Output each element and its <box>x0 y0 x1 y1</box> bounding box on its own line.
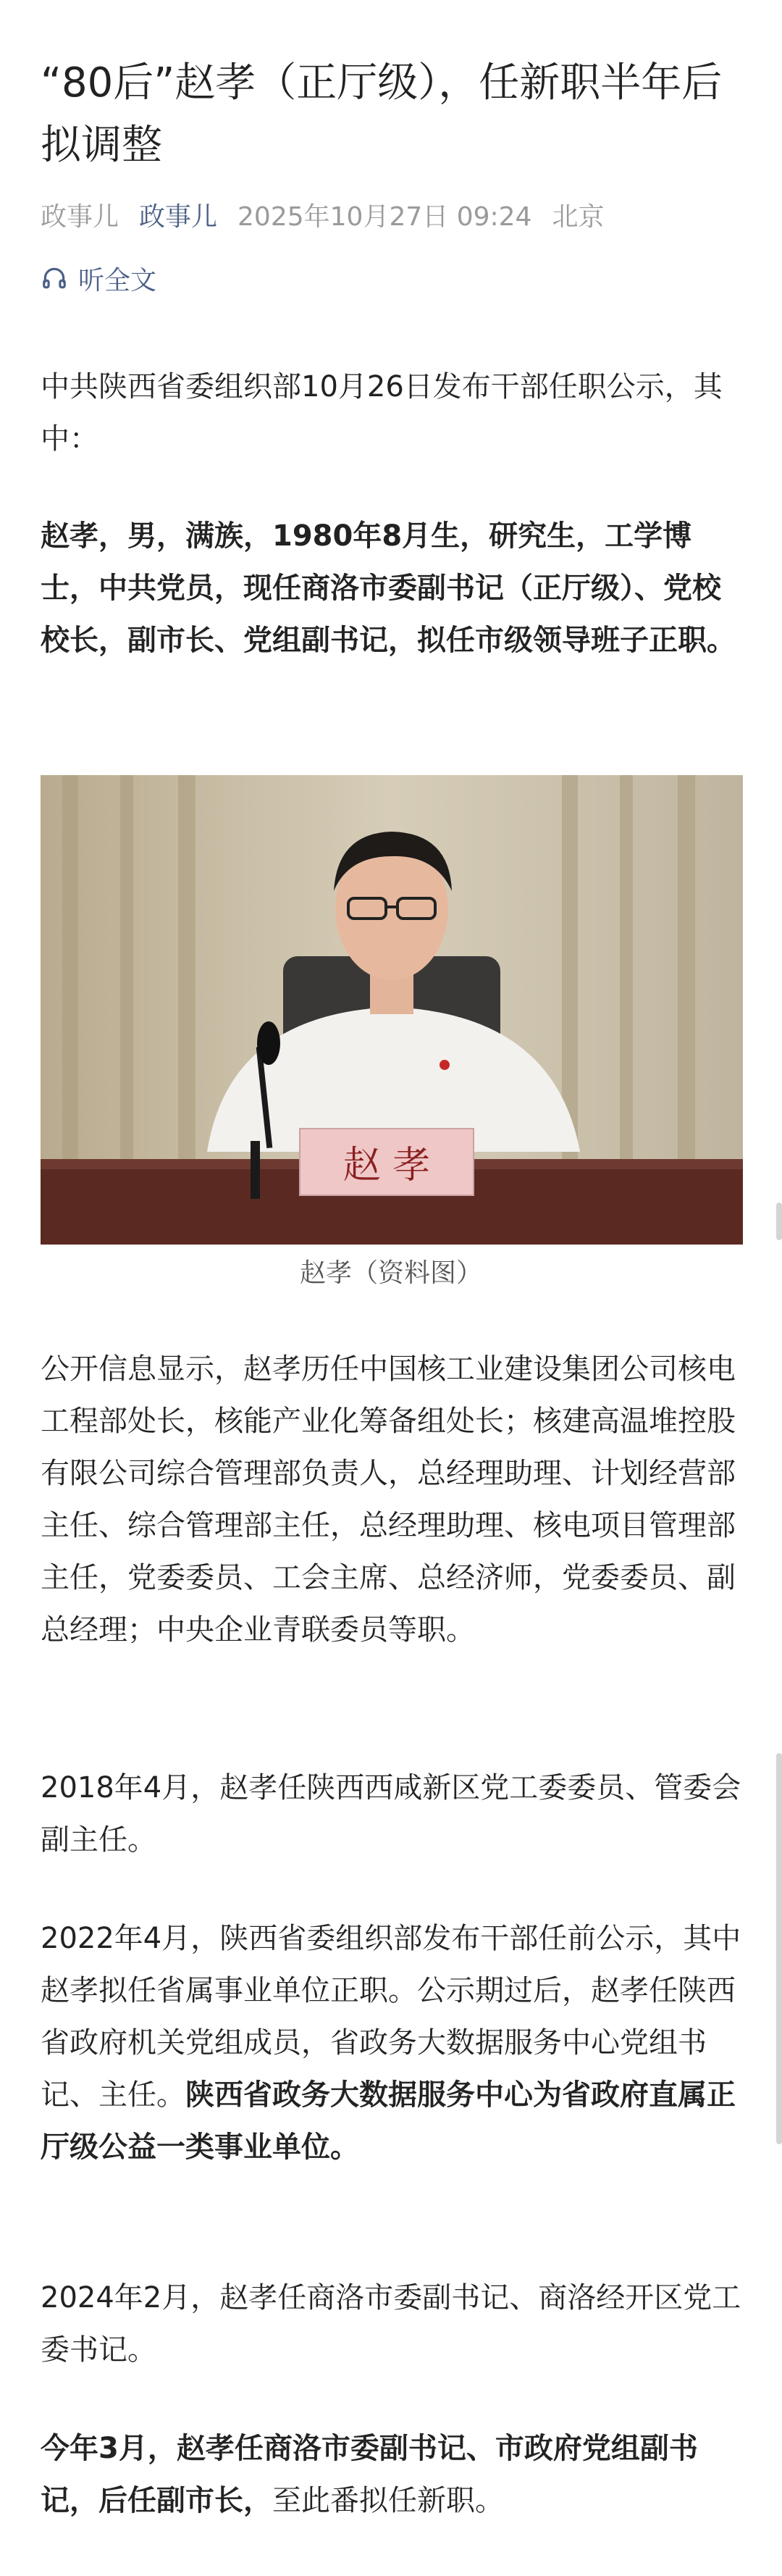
listen-button[interactable] <box>41 258 156 298</box>
publish-date: 2025年10月27日 09:24 <box>237 202 532 232</box>
article-photo[interactable] <box>41 775 743 1245</box>
headphones-icon <box>41 264 68 292</box>
scroll-mark-lower <box>776 1753 782 2144</box>
paragraph-2: 赵孝，男，满族，1980年8月生，研究生，工学博士，中共党员，现任商洛市委副书记（正厅级）、党校校长，副市长、党组副书记，拟任市级领导班子正职。 <box>41 519 736 657</box>
article-source: 政事儿 <box>41 202 119 232</box>
photo-illustration <box>41 775 743 1245</box>
paragraph-3: 公开信息显示，赵孝历任中国核工业建设集团公司核电工程部处长，核能产业化筹备组处长；核建高温堆控股有限公司综合管理部负责人，总经理助理、计划经营部主任、综合管理部主任，总经理助理、核电项目管理部主任，党委委员、工会主席、总经济师，党委委员、副总经理；中央企业青联委员等职。 <box>41 1352 736 1647</box>
paragraph-4: 2018年4月，赵孝任陕西西咸新区党工委委员、管委会副主任。 <box>41 1771 741 1857</box>
photo-caption: 赵孝（资料图） <box>299 1258 482 1288</box>
article-title: “80后”赵孝（正厅级），任新职半年后拟调整 <box>41 59 723 169</box>
publish-location: 北京 <box>552 202 605 232</box>
paragraph-7-bold: 今年3月，赵孝任商洛市委副书记、市政府党组副书记，后任副市长， <box>41 2432 698 2517</box>
article-meta <box>41 197 750 238</box>
paragraph-5-text: 2022年4月，陕西省委组织部发布干部任前公示，其中赵孝拟任省属事业单位正职。公示期过后，赵孝任陕西省政府机关党组成员，省政务大数据服务中心党组书记、主任。 <box>41 1922 741 2112</box>
scroll-mark-upper <box>776 1203 782 1240</box>
paragraph-6: 2024年2月，赵孝任商洛市委副书记、商洛经开区党工委书记。 <box>41 2281 741 2367</box>
photo-nameplate: 赵 孝 <box>342 1144 431 1187</box>
paragraph-7-text: 至此番拟任新职。 <box>272 2484 504 2517</box>
author-link[interactable]: 政事儿 <box>139 202 218 232</box>
listen-label: 听全文 <box>78 265 157 296</box>
paragraph-1: 中共陕西省委组织部10月26日发布干部任职公示，其中： <box>41 370 723 456</box>
paragraph-5 <box>41 1912 743 2173</box>
paragraph-5-bold: 陕西省政务大数据服务中心为省政府直属正厅级公益一类事业单位。 <box>41 2078 736 2164</box>
paragraph-7 <box>41 2422 743 2527</box>
